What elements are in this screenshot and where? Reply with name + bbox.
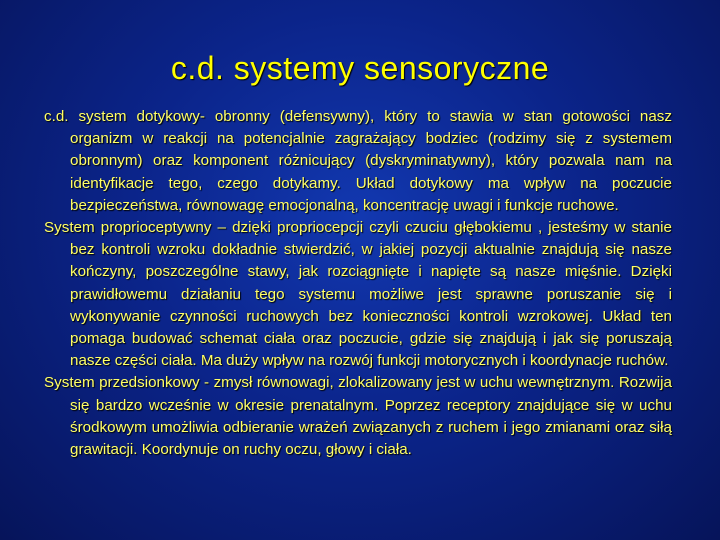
paragraph-vestibular-system: System przedsionkowy - zmysł równowagi, zlokalizowany jest w uchu wewnętrznym. Rozwija się bardzo wcześnie w okresie prenatalnym. Poprzez receptory znajdujące się w uchu środkowym umożliwia odbieranie wrażeń związanych z ruchem i jego zmianami oraz siłą grawitacji. Koordynuje on ruchy oczu, głowy i ciała. bbox=[44, 374, 672, 459]
slide-body bbox=[44, 106, 672, 461]
paragraph-touch-system: c.d. system dotykowy- obronny (defensywny), który to stawia w stan gotowości nasz organizm w reakcji na potencjalnie zagrażający bodziec (rodzimy się z systemem obronnym) oraz komponent różnicujący (dyskryminatywny), który pozwala nam na identyfikacje tego, czego dotykamy. Układ dotykowy ma wpływ na poczucie bezpieczeństwa, równowagę emocjonalną, koncentrację uwagi i funkcje ruchowe. bbox=[44, 108, 672, 214]
slide-title: c.d. systemy sensoryczne bbox=[170, 50, 550, 86]
paragraph-proprioceptive-system: System proprioceptywny – dzięki propriocepcji czyli czuciu głębokiemu , jesteśmy w stanie bez kontroli wzroku dokładnie stwierdzić, w jakiej pozycji aktualnie znajdują się nasze kończyny, poszczególne stawy, jak rozciągnięte i napięte są nasze mięśnie. Dzięki prawidłowemu działaniu tego systemu możliwe jest sprawne poruszanie się i wykonywanie czynności ruchowych bez konieczności kontroli wzrokowej. Układ ten pomaga budować schemat ciała oraz poczucie, gdzie się znajdują i jak się poruszają nasze części ciała. Ma duży wpływ na rozwój funkcji motorycznych i koordynacje ruchów. bbox=[44, 219, 672, 370]
